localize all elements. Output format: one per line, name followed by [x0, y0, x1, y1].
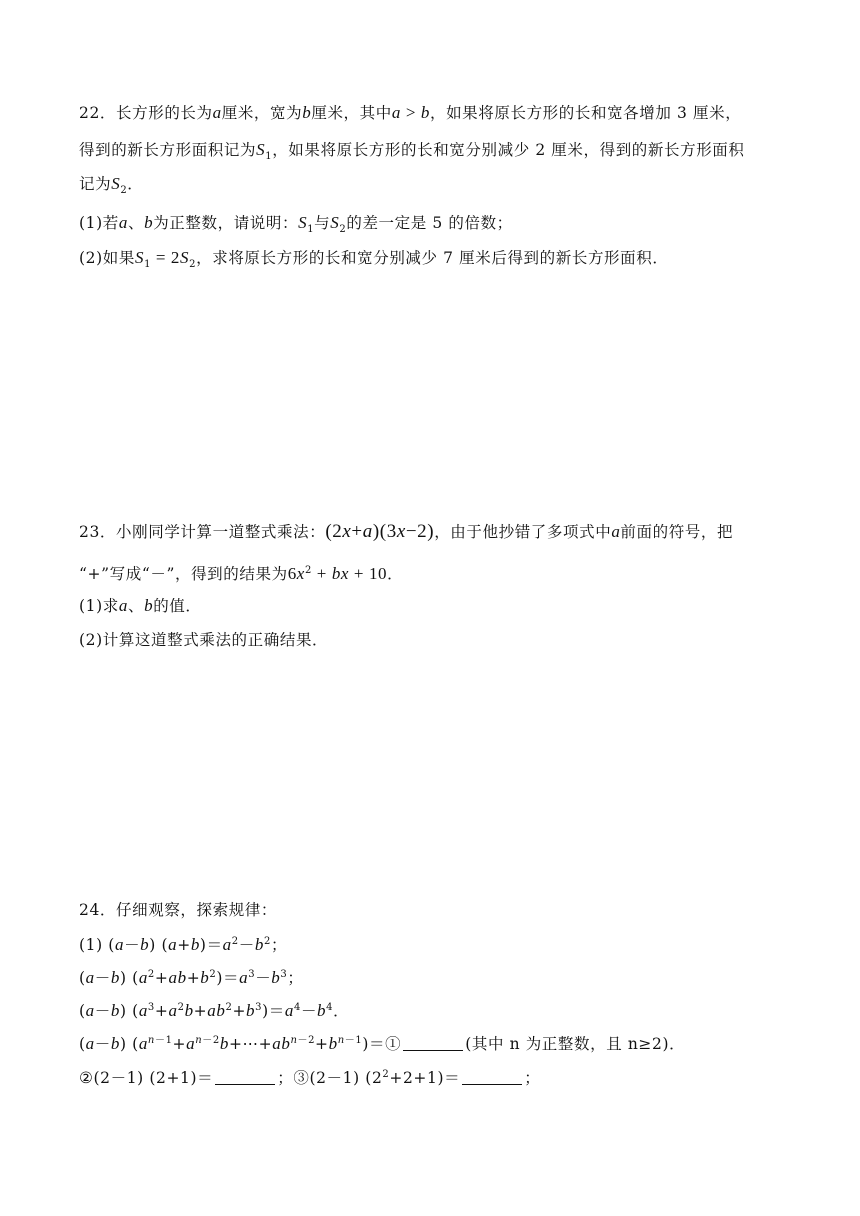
answer-blank-2[interactable] [215, 1070, 275, 1085]
text: ，如果将原长方形的长和宽各增加 3 厘米， [429, 104, 742, 122]
q22-line-1: 22．长方形的长为a厘米，宽为b厘米，其中a > b，如果将原长方形的长和宽各增加 3 厘米， [79, 103, 742, 122]
text: 为正整数，请说明： [153, 214, 299, 232]
text: (2)计算这道整式乘法的正确结果． [79, 631, 329, 649]
q24-line-3: (a－b) $(a^3+a^2b+ab^2+b^3)=a^4-b^4$． [79, 1001, 350, 1021]
text: ． [387, 565, 404, 584]
q23-line-1: 23．小刚同学计算一道整式乘法：(2x+a)(3x−2)，由于他抄错了多项式中a前面的符号，把 [79, 521, 734, 542]
answer-blank-3[interactable] [462, 1070, 522, 1085]
q22-line-3: 记为$S_2$． [79, 174, 144, 197]
text: (其中 n 为正整数，且 n≥2)． [465, 1035, 686, 1054]
text: (1)若 [79, 214, 119, 232]
text: 、 [127, 214, 145, 232]
q22-part-1: (1)若a、b为正整数，请说明：$S_1$与$S_2$的差一定是 5 的倍数； [79, 213, 513, 236]
q23-part-1: (1)求a、b的值． [79, 596, 202, 615]
text: 23．小刚同学计算一道整式乘法： [79, 523, 326, 541]
text: +2+1)＝ [389, 1069, 461, 1088]
text: ②(2－1) (2+1)＝ [79, 1069, 214, 1088]
answer-blank-1[interactable] [403, 1036, 463, 1051]
text: 厘米，宽为 [221, 104, 303, 122]
text: ． [127, 175, 144, 193]
q22-part-2: (2)如果$S_1 = 2S_2$，求将原长方形的长和宽分别减少 7 厘米后得到的新长方形面积． [79, 248, 669, 271]
text: ，如果将原长方形的长和宽分别减少 2 厘米，得到的新长方形面积 [272, 141, 745, 159]
text: ，求将原长方形的长和宽分别减少 7 厘米后得到的新长方形面积． [196, 249, 669, 267]
text: ＝① [369, 1035, 402, 1054]
text: 得到的新长方形面积记为 [79, 141, 257, 159]
q24-line-5: ②(2－1) (2+1)＝ ；③(2－1) $(2^2+2+1)=$ ； [79, 1069, 541, 1088]
text: 与 [314, 214, 331, 232]
q24-line-1: (1) (a－b) $(a+b)=a^2-b^2$； [79, 935, 288, 955]
text: “+”写成“－”，得到的结果为 [79, 565, 288, 584]
q24-intro [79, 899, 789, 921]
text: 22．长方形的长为 [79, 104, 213, 122]
q23-part-2 [79, 629, 789, 651]
text: ； [524, 1069, 541, 1088]
text: ；③(2－1) (2 [277, 1069, 383, 1088]
text: 记为 [79, 175, 112, 193]
text: 前面的符号，把 [620, 523, 734, 541]
text: 24．仔细观察，探索规律： [79, 901, 278, 919]
text: ，由于他抄错了多项式中 [434, 523, 612, 541]
text: 厘米，其中 [311, 104, 392, 122]
text: (2)如果 [79, 249, 135, 267]
q24-line-4: (a－b) $(a^{n-1}+a^{n-2}b+\cdots+ab^{n-2}+b^{n-1})=①$ (其中 n 为正整数，且 n≥2)． [79, 1034, 686, 1054]
q24-line-2: (a－b) $(a^2+ab+b^2)=a^3-b^3$； [79, 968, 304, 988]
text: 、 [127, 597, 145, 615]
q23-line-2: “+”写成“－”，得到的结果为$6x^2$ + bx + 10． [79, 564, 404, 584]
text: (1)求 [79, 597, 119, 615]
text: (1) [79, 936, 103, 955]
q22-line-2: 得到的新长方形面积记为$S_1$，如果将原长方形的长和宽分别减少 2 厘米，得到的新长方形面积 [79, 140, 745, 163]
text: 的差一定是 5 的倍数； [346, 214, 513, 232]
text: 的值． [153, 597, 202, 615]
